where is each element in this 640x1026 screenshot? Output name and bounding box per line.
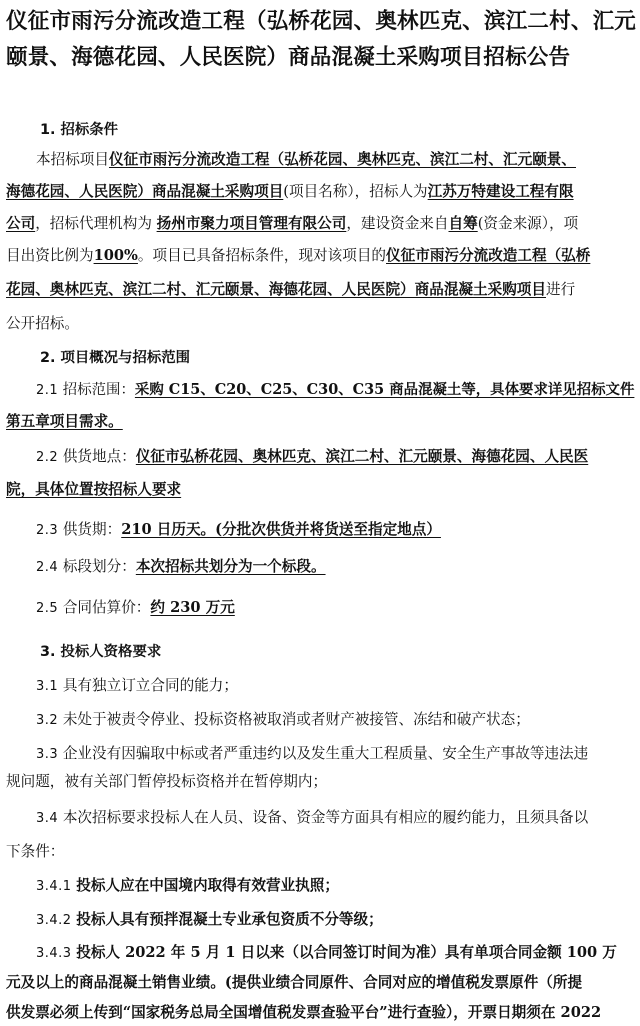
item-2-2-cont bbox=[6, 480, 181, 500]
s1-l2-tenderer: 江苏万特建设工程有限 bbox=[427, 183, 574, 200]
item-2-5-number: 2.5 bbox=[36, 601, 59, 616]
item-3-4-2-text: 投标人具有预拌混凝土专业承包资质不分等级； bbox=[76, 911, 383, 928]
item-2-5-value: 约 230 万元 bbox=[150, 599, 235, 616]
item-2-2-value: 仪征市弘桥花园、奥林匹克、滨江二村、汇元颐景、海德花园、人民医 bbox=[135, 448, 589, 465]
item-2-4 bbox=[36, 557, 326, 578]
section-3-heading: 3. 投标人资格要求 bbox=[40, 644, 162, 660]
s1-line-1 bbox=[36, 150, 576, 170]
item-2-3-label: 供货期： bbox=[62, 521, 122, 538]
item-3-3-number: 3.3 bbox=[36, 747, 59, 762]
item-3-4-1-text: 投标人应在中国境内取得有效营业执照； bbox=[76, 877, 339, 894]
s1-l5-b: 进行 bbox=[545, 281, 576, 298]
item-3-1-number: 3.1 bbox=[36, 679, 59, 694]
item-2-1-label: 招标范围： bbox=[62, 382, 135, 398]
item-3-4-2-number: 3.4.2 bbox=[36, 913, 72, 928]
s1-l1-a: 本招标项目 bbox=[36, 151, 109, 168]
s1-line-5 bbox=[6, 280, 575, 300]
s1-l2-project-name: 海德花园、人民医院）商品混凝土采购项目 bbox=[6, 183, 284, 200]
item-2-5-label: 合同估算价： bbox=[62, 599, 151, 616]
item-3-4-3 bbox=[36, 943, 617, 964]
item-2-2-label: 供货地点： bbox=[62, 448, 136, 465]
item-2-2-value-cont: 院，具体位置按招标人要求 bbox=[6, 481, 182, 498]
s1-line-4 bbox=[6, 246, 590, 266]
s1-line-3 bbox=[6, 214, 578, 234]
item-3-4-1 bbox=[36, 876, 339, 897]
item-3-4-cont: 下条件： bbox=[6, 843, 65, 860]
item-3-4-3-cont-2: 供发票必须上传到“国家税务总局全国增值税发票查验平台”进行查验），开票日期须在 2022 bbox=[6, 1004, 602, 1021]
item-3-4 bbox=[36, 808, 588, 829]
item-3-4-3-number: 3.4.3 bbox=[36, 946, 72, 961]
s1-l5-project-name: 花园、奥林匹克、滨江二村、汇元颐景、海德花园、人民医院）商品混凝土采购项目 bbox=[6, 281, 546, 298]
item-3-4-text: 本次招标要求投标人在人员、设备、资金等方面具有相应的履约能力，且须具备以 bbox=[62, 809, 589, 826]
item-3-4-3-text: 投标人 2022 年 5 月 1 日以来（以合同签订时间为准）具有单项合同金额 100 万 bbox=[76, 944, 617, 961]
s1-l4-a: 目出资比例为 bbox=[6, 247, 94, 264]
s1-l3-agency: 扬州市聚力项目管理有限公司 bbox=[156, 215, 347, 232]
section-1-heading: 1. 招标条件 bbox=[40, 122, 119, 138]
item-2-3 bbox=[36, 520, 441, 541]
item-2-1-number: 2.1 bbox=[36, 383, 59, 398]
item-3-3-cont: 规问题，被有关部门暂停投标资格并在暂停期内； bbox=[6, 773, 328, 790]
s1-l3-tenderer: 公司 bbox=[6, 215, 36, 232]
item-2-1 bbox=[36, 380, 634, 401]
s1-l1-project-name: 仪征市雨污分流改造工程（弘桥花园、奥林匹克、滨江二村、汇元颐景、 bbox=[108, 151, 576, 168]
item-2-1-value: 采购 C15、C20、C25、C30、C35 商品混凝土等，具体要求详见招标文件 bbox=[134, 381, 635, 398]
s1-l3-fund-source: 自筹 bbox=[448, 215, 478, 232]
item-2-1-cont bbox=[6, 412, 123, 432]
item-3-4-2 bbox=[36, 910, 383, 931]
item-2-4-number: 2.4 bbox=[36, 560, 59, 575]
item-2-2 bbox=[36, 447, 588, 468]
s1-line-2 bbox=[6, 182, 574, 202]
s1-l3-f: (资金来源），项 bbox=[477, 215, 579, 232]
item-3-2-number: 3.2 bbox=[36, 713, 59, 728]
item-3-4-number: 3.4 bbox=[36, 811, 59, 826]
item-3-3-text: 企业没有因骗取中标或者严重违约以及发生重大工程质量、安全生产事故等违法违 bbox=[62, 745, 589, 762]
item-3-3 bbox=[36, 744, 588, 765]
section-2-heading: 2. 项目概况与招标范围 bbox=[40, 350, 191, 366]
item-3-1 bbox=[36, 676, 238, 697]
item-2-4-value: 本次招标共划分为一个标段。 bbox=[135, 558, 326, 575]
item-2-3-value: 210 日历天。(分批次供货并将货送至指定地点） bbox=[121, 521, 441, 538]
s1-l4-c: 。项目已具备招标条件，现对该项目的 bbox=[137, 247, 387, 264]
item-3-4-3-cont-1: 元及以上的商品混凝土销售业绩。(提供业绩合同原件、合同对应的增值税发票原件（所提 bbox=[6, 974, 583, 991]
item-2-5 bbox=[36, 598, 235, 619]
item-2-2-number: 2.2 bbox=[36, 450, 59, 465]
s1-l4-ratio: 100% bbox=[93, 247, 138, 264]
item-3-1-text: 具有独立订立合同的能力； bbox=[62, 677, 238, 694]
s1-l2-b: (项目名称），招标人为 bbox=[283, 183, 428, 200]
item-3-2-text: 未处于被责令停业、投标资格被取消或者财产被接管、冻结和破产状态； bbox=[62, 711, 530, 728]
s1-l3-d: ，建设资金来自 bbox=[346, 215, 449, 232]
item-2-4-label: 标段划分： bbox=[62, 558, 136, 575]
item-2-3-number: 2.3 bbox=[36, 523, 59, 538]
s1-l4-project-name: 仪征市雨污分流改造工程（弘桥 bbox=[386, 247, 591, 264]
item-2-1-value-cont: 第五章项目需求。 bbox=[6, 413, 123, 430]
item-3-4-1-number: 3.4.1 bbox=[36, 879, 72, 894]
item-3-2 bbox=[36, 710, 530, 731]
s1-line-6: 公开招标。 bbox=[6, 315, 79, 332]
page-title: 仪征市雨污分流改造工程（弘桥花园、奥林匹克、滨江二村、汇元颐景、海德花园、人民医院）商品混凝土采购项目招标公告 bbox=[6, 9, 636, 70]
s1-l3-b: ，招标代理机构为 bbox=[35, 215, 157, 232]
